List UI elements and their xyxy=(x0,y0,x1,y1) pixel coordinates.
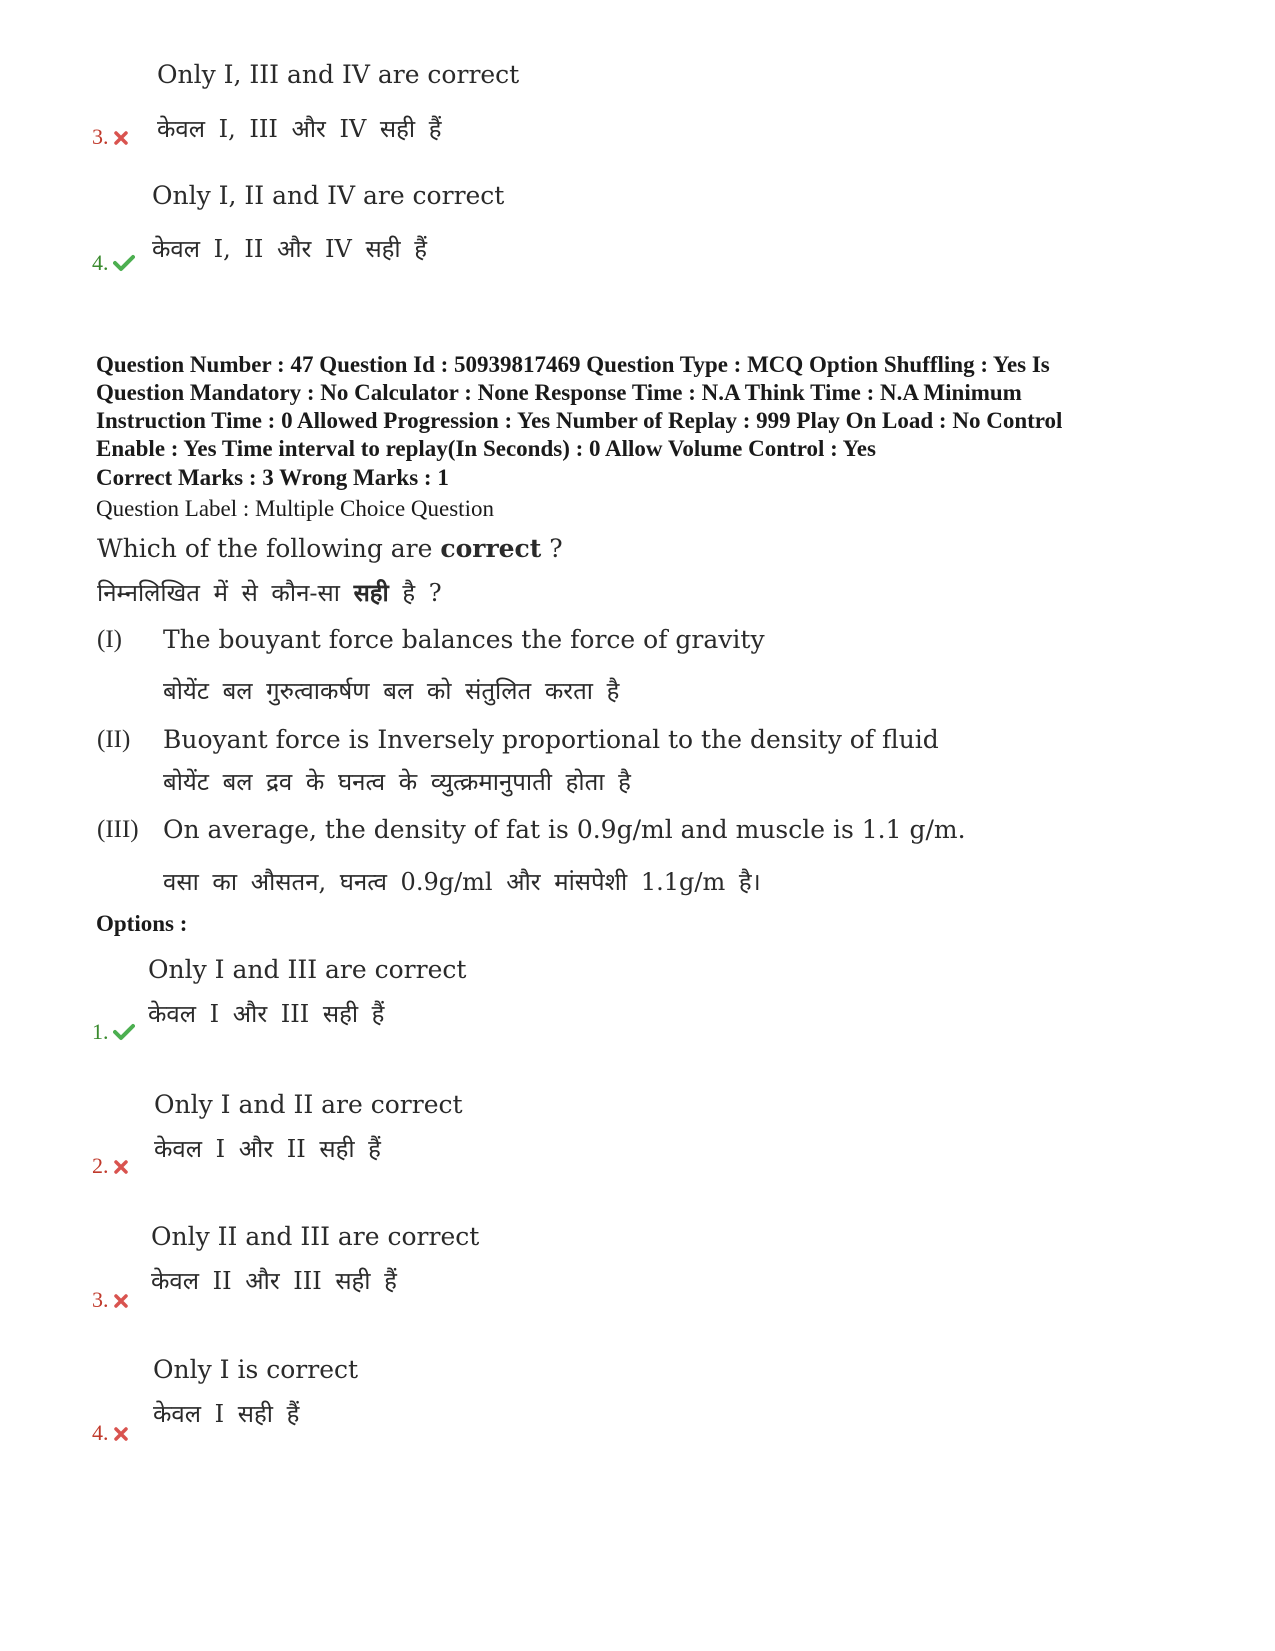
statement-text-hi: वसा का औसतन, घनत्व 0.9g/ml और मांसपेशी 1.1g/m है। xyxy=(163,868,761,896)
option-text-en: Only I, III and IV are correct xyxy=(157,60,520,89)
check-icon xyxy=(113,1021,135,1047)
question-marks: Correct Marks : 3 Wrong Marks : 1 xyxy=(96,465,449,490)
option-text-en: Only I is correct xyxy=(153,1355,359,1384)
statement-text-en: The bouyant force balances the force of gravity xyxy=(163,625,765,654)
option-text-en: Only I, II and IV are correct xyxy=(152,181,505,210)
option-number: 2. xyxy=(92,1153,109,1178)
option-number: 4. xyxy=(92,250,109,275)
options-heading: Options : xyxy=(96,911,188,936)
statement-text-en: Buoyant force is Inversely proportional to the density of fluid xyxy=(163,725,939,754)
option-number: 3. xyxy=(92,124,109,149)
question-prompt-hi: निम्नलिखित में से कौन-सा सही है ? xyxy=(97,578,442,607)
option-number: 1. xyxy=(92,1019,109,1044)
statement-numeral: (III) xyxy=(97,816,139,843)
question-meta xyxy=(96,351,1196,463)
option-number: 4. xyxy=(92,1420,109,1445)
cross-icon xyxy=(113,126,129,152)
option-text-hi: केवल I, III और IV सही हैं xyxy=(157,115,442,143)
option-text-en: Only I and II are correct xyxy=(154,1090,463,1119)
meta-line: Enable : Yes Time interval to replay(In Seconds) : 0 Allow Volume Control : Yes xyxy=(96,436,876,461)
option-text-hi: केवल I और II सही हैं xyxy=(154,1135,381,1163)
option-text-en: Only I and III are correct xyxy=(148,955,467,984)
option-text-hi: केवल I सही हैं xyxy=(153,1400,300,1428)
statement-numeral: (II) xyxy=(97,726,131,753)
cross-icon xyxy=(113,1155,129,1181)
meta-line: Question Mandatory : No Calculator : None Response Time : N.A Think Time : N.A Minimum xyxy=(96,380,1022,405)
statement-numeral: (I) xyxy=(97,626,122,653)
option-text-hi: केवल I और III सही हैं xyxy=(148,1000,385,1028)
cross-icon xyxy=(113,1289,129,1315)
meta-line: Question Number : 47 Question Id : 50939817469 Question Type : MCQ Option Shuffling : Yes Is xyxy=(96,352,1050,377)
meta-line: Instruction Time : 0 Allowed Progression : Yes Number of Replay : 999 Play On Load : No Control xyxy=(96,408,1063,433)
check-icon xyxy=(113,252,135,278)
option-text-en: Only II and III are correct xyxy=(151,1222,480,1251)
option-number: 3. xyxy=(92,1287,109,1312)
option-text-hi: केवल I, II और IV सही हैं xyxy=(152,235,427,263)
question-label: Question Label : Multiple Choice Question xyxy=(96,496,494,521)
statement-text-en: On average, the density of fat is 0.9g/ml and muscle is 1.1 g/m. xyxy=(163,815,966,844)
option-text-hi: केवल II और III सही हैं xyxy=(151,1267,397,1295)
statement-text-hi: बोयेंट बल गुरुत्वाकर्षण बल को संतुलित करता है xyxy=(163,677,620,705)
cross-icon xyxy=(113,1422,129,1448)
statement-text-hi: बोयेंट बल द्रव के घनत्व के व्युत्क्रमानुपाती होता है xyxy=(163,768,631,796)
question-prompt-en: Which of the following are correct ? xyxy=(97,534,563,563)
